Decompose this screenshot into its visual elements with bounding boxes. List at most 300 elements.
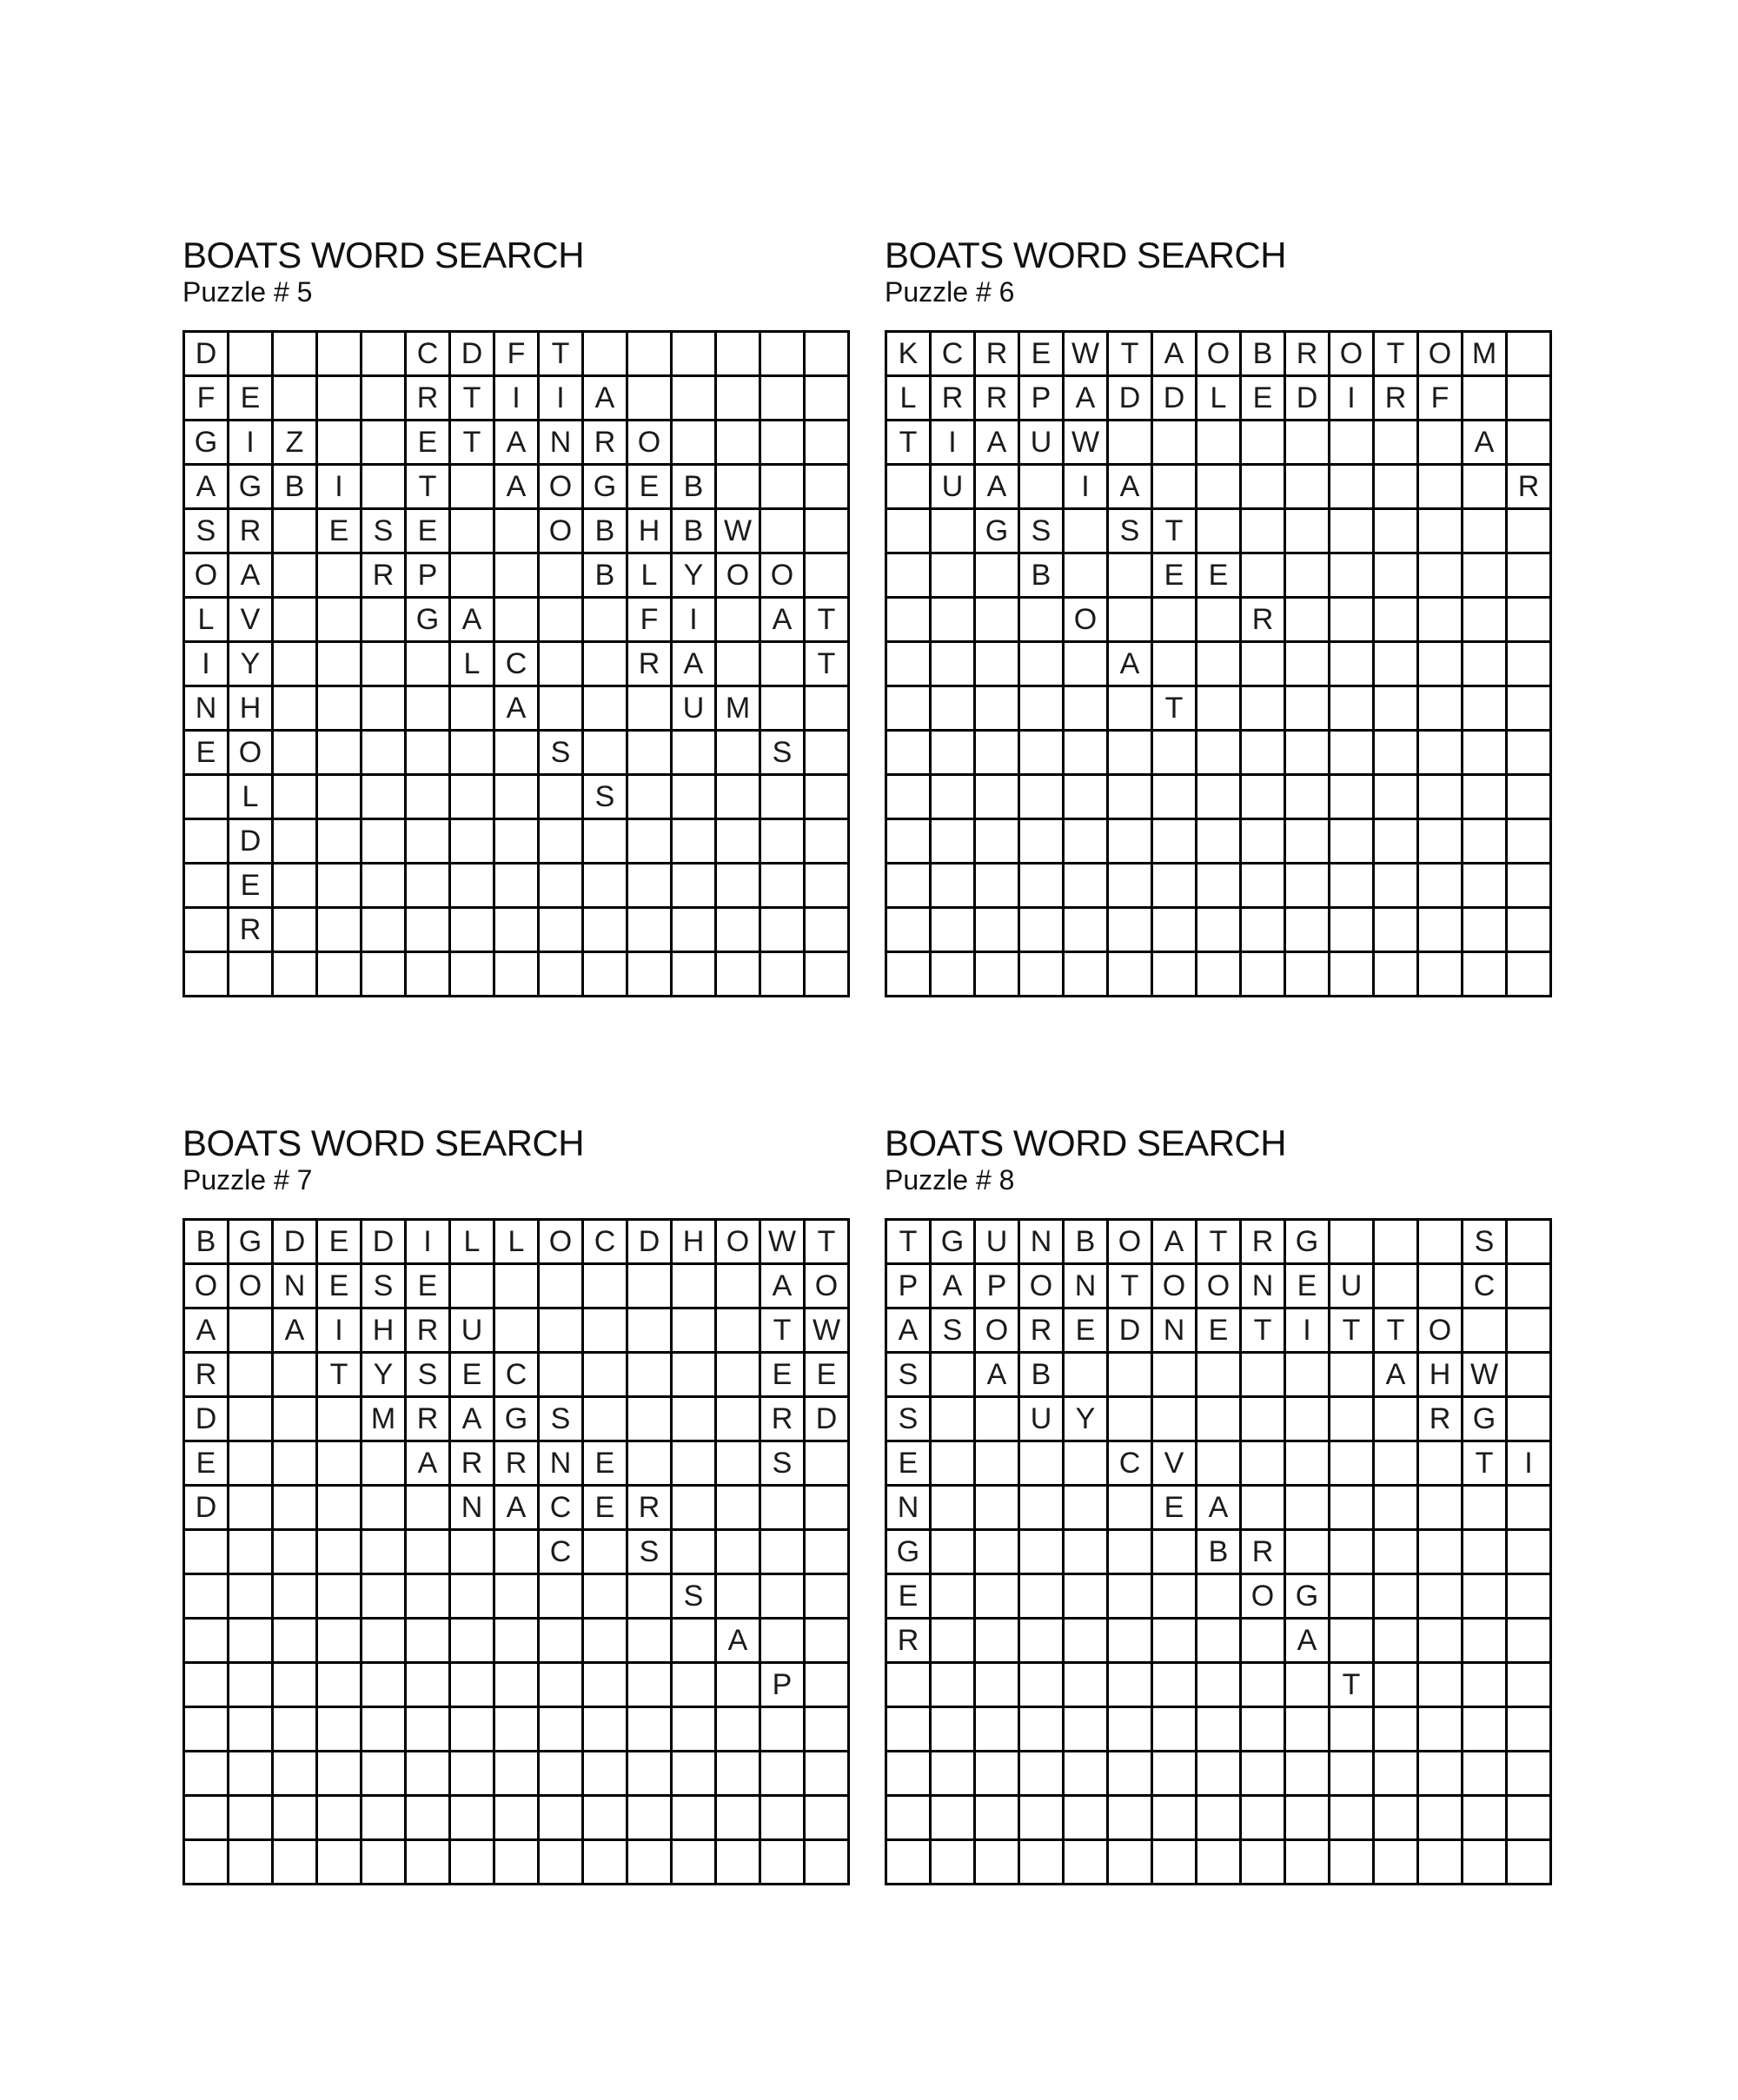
grid-cell: E bbox=[318, 510, 362, 554]
grid-cell: C bbox=[932, 333, 976, 377]
grid-cell: G bbox=[185, 421, 229, 466]
grid-cell bbox=[1330, 1398, 1375, 1442]
grid-cell bbox=[628, 820, 673, 865]
grid-cell bbox=[1330, 865, 1375, 909]
grid-cell bbox=[229, 1841, 274, 1885]
grid-cell bbox=[976, 1575, 1020, 1620]
grid-cell bbox=[1197, 421, 1242, 466]
grid-cell bbox=[1508, 909, 1552, 953]
grid-cell bbox=[1197, 1752, 1242, 1797]
grid-cell bbox=[717, 1531, 761, 1575]
letter-grid bbox=[182, 330, 850, 997]
grid-cell bbox=[761, 421, 806, 466]
puzzle-block bbox=[885, 235, 1540, 725]
grid-cell bbox=[1330, 1620, 1375, 1664]
grid-cell bbox=[1242, 1708, 1286, 1752]
grid-cell bbox=[1419, 732, 1463, 776]
grid-cell: A bbox=[976, 466, 1020, 510]
grid-cell: C bbox=[1463, 1265, 1508, 1309]
grid-cell bbox=[229, 1354, 274, 1398]
grid-cell: B bbox=[584, 510, 628, 554]
grid-cell bbox=[274, 1354, 318, 1398]
grid-cell bbox=[761, 1531, 806, 1575]
puzzle-block bbox=[182, 1123, 841, 1701]
grid-cell bbox=[932, 732, 976, 776]
grid-cell bbox=[274, 1398, 318, 1442]
grid-cell bbox=[495, 953, 540, 997]
grid-cell: I bbox=[495, 377, 540, 421]
grid-cell bbox=[1375, 554, 1419, 599]
puzzle-number: Puzzle # 5 bbox=[182, 276, 313, 308]
grid-cell bbox=[761, 1487, 806, 1531]
grid-cell bbox=[1508, 599, 1552, 643]
grid-cell bbox=[318, 776, 362, 820]
grid-cell bbox=[717, 820, 761, 865]
grid-cell bbox=[1463, 1487, 1508, 1531]
grid-cell bbox=[673, 1752, 717, 1797]
grid-cell bbox=[1109, 1752, 1153, 1797]
grid-cell bbox=[1419, 687, 1463, 732]
grid-cell bbox=[1065, 776, 1109, 820]
grid-cell bbox=[1197, 865, 1242, 909]
grid-cell: Y bbox=[673, 554, 717, 599]
grid-cell: G bbox=[1286, 1221, 1330, 1265]
grid-cell bbox=[540, 1797, 584, 1841]
grid-cell: S bbox=[362, 510, 407, 554]
grid-cell bbox=[1375, 421, 1419, 466]
grid-cell: E bbox=[229, 377, 274, 421]
grid-cell bbox=[628, 1752, 673, 1797]
grid-cell: P bbox=[1020, 377, 1065, 421]
grid-cell bbox=[1065, 1797, 1109, 1841]
grid-cell bbox=[673, 1442, 717, 1487]
grid-cell: E bbox=[185, 1442, 229, 1487]
grid-cell bbox=[274, 643, 318, 687]
grid-cell bbox=[229, 333, 274, 377]
grid-cell bbox=[673, 1487, 717, 1531]
grid-cell bbox=[1286, 687, 1330, 732]
grid-cell: I bbox=[407, 1221, 451, 1265]
grid-cell bbox=[1153, 466, 1197, 510]
grid-cell bbox=[1330, 687, 1375, 732]
grid-cell bbox=[717, 909, 761, 953]
grid-cell bbox=[495, 909, 540, 953]
grid-cell bbox=[1109, 1531, 1153, 1575]
grid-cell: E bbox=[1153, 554, 1197, 599]
grid-cell bbox=[407, 909, 451, 953]
grid-cell: R bbox=[185, 1354, 229, 1398]
grid-cell: C bbox=[495, 1354, 540, 1398]
grid-cell bbox=[717, 1841, 761, 1885]
grid-cell bbox=[1109, 953, 1153, 997]
grid-cell bbox=[932, 687, 976, 732]
grid-cell: B bbox=[1020, 554, 1065, 599]
grid-cell bbox=[1109, 1708, 1153, 1752]
grid-cell: N bbox=[540, 421, 584, 466]
grid-cell: A bbox=[932, 1265, 976, 1309]
grid-cell: S bbox=[932, 1309, 976, 1354]
grid-cell bbox=[976, 732, 1020, 776]
grid-cell bbox=[318, 554, 362, 599]
grid-cell bbox=[274, 1797, 318, 1841]
grid-cell: O bbox=[1419, 333, 1463, 377]
grid-cell bbox=[717, 865, 761, 909]
grid-cell: D bbox=[628, 1221, 673, 1265]
grid-cell bbox=[1286, 466, 1330, 510]
grid-cell: A bbox=[1109, 466, 1153, 510]
grid-cell bbox=[932, 599, 976, 643]
grid-cell bbox=[1419, 1664, 1463, 1708]
grid-cell bbox=[1330, 1354, 1375, 1398]
grid-cell bbox=[584, 909, 628, 953]
grid-cell bbox=[1463, 466, 1508, 510]
grid-cell bbox=[495, 820, 540, 865]
grid-cell bbox=[274, 1752, 318, 1797]
grid-cell bbox=[495, 1664, 540, 1708]
grid-cell: C bbox=[407, 333, 451, 377]
grid-cell bbox=[1463, 1575, 1508, 1620]
grid-cell bbox=[1330, 643, 1375, 687]
grid-cell: O bbox=[761, 554, 806, 599]
grid-cell bbox=[1419, 1708, 1463, 1752]
grid-cell: N bbox=[540, 1442, 584, 1487]
grid-cell bbox=[1419, 1575, 1463, 1620]
grid-cell bbox=[1197, 909, 1242, 953]
grid-cell bbox=[887, 865, 932, 909]
grid-cell bbox=[1375, 510, 1419, 554]
grid-cell bbox=[1419, 1620, 1463, 1664]
grid-cell: I bbox=[673, 599, 717, 643]
grid-cell bbox=[932, 1620, 976, 1664]
grid-cell: V bbox=[1153, 1442, 1197, 1487]
grid-cell bbox=[717, 1487, 761, 1531]
grid-cell: W bbox=[1065, 333, 1109, 377]
grid-cell: A bbox=[229, 554, 274, 599]
grid-cell bbox=[584, 865, 628, 909]
grid-cell bbox=[1508, 1575, 1552, 1620]
grid-cell bbox=[673, 820, 717, 865]
grid-cell bbox=[806, 1487, 850, 1531]
grid-cell bbox=[1375, 776, 1419, 820]
grid-cell bbox=[673, 1398, 717, 1442]
grid-cell: T bbox=[1375, 1309, 1419, 1354]
grid-cell bbox=[495, 1752, 540, 1797]
grid-cell: A bbox=[976, 421, 1020, 466]
grid-cell bbox=[1020, 732, 1065, 776]
grid-cell bbox=[407, 1841, 451, 1885]
grid-cell bbox=[318, 599, 362, 643]
grid-cell: S bbox=[761, 1442, 806, 1487]
grid-cell bbox=[1197, 1797, 1242, 1841]
grid-cell bbox=[584, 333, 628, 377]
grid-cell: M bbox=[1463, 333, 1508, 377]
grid-cell: N bbox=[274, 1265, 318, 1309]
grid-cell bbox=[806, 1442, 850, 1487]
grid-cell bbox=[1109, 1620, 1153, 1664]
grid-cell bbox=[1419, 776, 1463, 820]
grid-cell: E bbox=[628, 466, 673, 510]
grid-cell bbox=[1242, 466, 1286, 510]
grid-cell bbox=[806, 510, 850, 554]
grid-cell: G bbox=[229, 466, 274, 510]
grid-cell bbox=[451, 466, 495, 510]
grid-cell: N bbox=[1065, 1265, 1109, 1309]
grid-cell bbox=[1197, 820, 1242, 865]
grid-cell bbox=[1375, 1531, 1419, 1575]
grid-cell bbox=[451, 909, 495, 953]
grid-cell bbox=[932, 1575, 976, 1620]
grid-cell bbox=[318, 1398, 362, 1442]
grid-cell: L bbox=[229, 776, 274, 820]
grid-cell bbox=[887, 1841, 932, 1885]
grid-cell bbox=[318, 953, 362, 997]
grid-cell bbox=[495, 776, 540, 820]
grid-cell: R bbox=[1242, 599, 1286, 643]
grid-cell: R bbox=[628, 643, 673, 687]
grid-cell bbox=[673, 421, 717, 466]
grid-cell: G bbox=[584, 466, 628, 510]
grid-cell: W bbox=[1065, 421, 1109, 466]
grid-cell: Y bbox=[362, 1354, 407, 1398]
grid-cell bbox=[229, 1575, 274, 1620]
grid-cell bbox=[628, 1354, 673, 1398]
grid-cell bbox=[540, 687, 584, 732]
grid-cell bbox=[1153, 1398, 1197, 1442]
grid-cell bbox=[932, 1398, 976, 1442]
grid-cell: C bbox=[540, 1487, 584, 1531]
grid-cell bbox=[887, 554, 932, 599]
grid-cell: E bbox=[407, 421, 451, 466]
grid-cell bbox=[274, 953, 318, 997]
grid-cell bbox=[976, 776, 1020, 820]
grid-cell bbox=[185, 1620, 229, 1664]
grid-cell: D bbox=[1109, 377, 1153, 421]
grid-cell bbox=[806, 333, 850, 377]
grid-cell bbox=[1020, 1620, 1065, 1664]
grid-cell: S bbox=[1463, 1221, 1508, 1265]
grid-cell: E bbox=[318, 1265, 362, 1309]
grid-cell bbox=[229, 1309, 274, 1354]
grid-cell bbox=[540, 1575, 584, 1620]
grid-cell bbox=[451, 865, 495, 909]
grid-cell bbox=[976, 1620, 1020, 1664]
grid-cell: A bbox=[1153, 1221, 1197, 1265]
grid-cell: E bbox=[407, 1265, 451, 1309]
grid-cell: I bbox=[185, 643, 229, 687]
grid-cell bbox=[673, 1265, 717, 1309]
grid-cell: O bbox=[185, 554, 229, 599]
grid-cell bbox=[229, 1752, 274, 1797]
grid-cell: I bbox=[1508, 1442, 1552, 1487]
grid-cell: A bbox=[495, 687, 540, 732]
grid-cell bbox=[1463, 643, 1508, 687]
grid-cell: R bbox=[407, 377, 451, 421]
grid-cell: T bbox=[887, 1221, 932, 1265]
grid-cell: R bbox=[229, 909, 274, 953]
grid-cell: R bbox=[932, 377, 976, 421]
grid-cell: E bbox=[584, 1487, 628, 1531]
grid-cell bbox=[274, 377, 318, 421]
grid-cell bbox=[362, 1797, 407, 1841]
grid-cell: S bbox=[540, 1398, 584, 1442]
grid-cell bbox=[1065, 865, 1109, 909]
grid-cell bbox=[806, 377, 850, 421]
grid-cell bbox=[932, 1797, 976, 1841]
grid-cell bbox=[1286, 599, 1330, 643]
grid-cell bbox=[1153, 1575, 1197, 1620]
grid-cell bbox=[1508, 1398, 1552, 1442]
grid-cell bbox=[1153, 953, 1197, 997]
grid-cell bbox=[318, 643, 362, 687]
grid-cell: O bbox=[540, 1221, 584, 1265]
grid-cell bbox=[1020, 1841, 1065, 1885]
grid-cell bbox=[1109, 1398, 1153, 1442]
grid-cell bbox=[1242, 1442, 1286, 1487]
letter-grid bbox=[885, 330, 1552, 997]
grid-cell bbox=[1109, 909, 1153, 953]
grid-cell bbox=[1330, 510, 1375, 554]
grid-cell bbox=[1463, 554, 1508, 599]
grid-cell bbox=[1020, 1708, 1065, 1752]
grid-cell bbox=[717, 1708, 761, 1752]
grid-cell bbox=[274, 333, 318, 377]
grid-cell bbox=[628, 377, 673, 421]
grid-cell bbox=[932, 1708, 976, 1752]
grid-cell bbox=[628, 909, 673, 953]
grid-cell bbox=[451, 1620, 495, 1664]
grid-cell: V bbox=[229, 599, 274, 643]
grid-cell: E bbox=[761, 1354, 806, 1398]
grid-cell bbox=[761, 1752, 806, 1797]
grid-cell: U bbox=[1020, 421, 1065, 466]
grid-cell bbox=[1065, 510, 1109, 554]
grid-cell bbox=[229, 953, 274, 997]
grid-cell: O bbox=[976, 1309, 1020, 1354]
grid-cell bbox=[229, 1531, 274, 1575]
grid-cell: U bbox=[673, 687, 717, 732]
grid-cell bbox=[1330, 1531, 1375, 1575]
grid-cell: F bbox=[185, 377, 229, 421]
grid-cell bbox=[1153, 1841, 1197, 1885]
grid-cell: E bbox=[1153, 1487, 1197, 1531]
grid-cell bbox=[362, 466, 407, 510]
grid-cell bbox=[407, 1708, 451, 1752]
grid-cell bbox=[887, 1708, 932, 1752]
grid-cell bbox=[1330, 421, 1375, 466]
grid-cell: U bbox=[451, 1309, 495, 1354]
grid-cell: I bbox=[1330, 377, 1375, 421]
grid-cell bbox=[362, 599, 407, 643]
grid-cell bbox=[717, 1398, 761, 1442]
grid-cell bbox=[1330, 1797, 1375, 1841]
grid-cell: B bbox=[584, 554, 628, 599]
grid-cell: L bbox=[185, 599, 229, 643]
grid-cell bbox=[451, 1797, 495, 1841]
grid-cell bbox=[1153, 1664, 1197, 1708]
grid-cell bbox=[362, 1442, 407, 1487]
grid-cell bbox=[584, 1841, 628, 1885]
grid-cell bbox=[1109, 599, 1153, 643]
grid-cell bbox=[673, 953, 717, 997]
grid-cell bbox=[1197, 687, 1242, 732]
grid-cell bbox=[1375, 1265, 1419, 1309]
grid-cell bbox=[717, 377, 761, 421]
grid-cell bbox=[1286, 732, 1330, 776]
grid-cell bbox=[1375, 953, 1419, 997]
puzzle-title: BOATS WORD SEARCH bbox=[182, 235, 585, 275]
grid-cell bbox=[1020, 953, 1065, 997]
grid-cell bbox=[362, 1575, 407, 1620]
grid-cell bbox=[1463, 1620, 1508, 1664]
grid-cell bbox=[1020, 1752, 1065, 1797]
grid-cell bbox=[1419, 909, 1463, 953]
grid-cell bbox=[362, 333, 407, 377]
grid-cell bbox=[932, 820, 976, 865]
grid-cell bbox=[1330, 1487, 1375, 1531]
grid-cell bbox=[1508, 1708, 1552, 1752]
grid-cell bbox=[1109, 1797, 1153, 1841]
grid-cell: E bbox=[185, 732, 229, 776]
grid-cell: R bbox=[628, 1487, 673, 1531]
grid-cell bbox=[318, 1752, 362, 1797]
grid-cell bbox=[185, 1797, 229, 1841]
grid-cell bbox=[1242, 1354, 1286, 1398]
grid-cell: T bbox=[1109, 1265, 1153, 1309]
grid-cell bbox=[717, 732, 761, 776]
grid-cell bbox=[185, 1752, 229, 1797]
grid-cell bbox=[407, 776, 451, 820]
grid-cell: E bbox=[1242, 377, 1286, 421]
grid-cell bbox=[1020, 1531, 1065, 1575]
grid-cell: E bbox=[1286, 1265, 1330, 1309]
grid-cell bbox=[185, 953, 229, 997]
grid-cell bbox=[1109, 1841, 1153, 1885]
grid-cell bbox=[1419, 1265, 1463, 1309]
grid-cell bbox=[407, 687, 451, 732]
grid-cell: D bbox=[1109, 1309, 1153, 1354]
grid-cell bbox=[1508, 1841, 1552, 1885]
grid-cell bbox=[1330, 554, 1375, 599]
grid-cell: E bbox=[806, 1354, 850, 1398]
grid-cell bbox=[451, 953, 495, 997]
grid-cell bbox=[932, 1487, 976, 1531]
grid-cell: O bbox=[229, 1265, 274, 1309]
grid-cell bbox=[1065, 909, 1109, 953]
grid-cell bbox=[451, 510, 495, 554]
grid-cell bbox=[274, 1487, 318, 1531]
grid-cell bbox=[185, 1575, 229, 1620]
grid-cell bbox=[887, 732, 932, 776]
grid-cell bbox=[495, 1575, 540, 1620]
grid-cell bbox=[1242, 909, 1286, 953]
grid-cell bbox=[1197, 466, 1242, 510]
grid-cell bbox=[1109, 865, 1153, 909]
grid-cell bbox=[761, 953, 806, 997]
grid-cell: O bbox=[1197, 333, 1242, 377]
grid-cell: B bbox=[1065, 1221, 1109, 1265]
grid-cell bbox=[932, 510, 976, 554]
grid-cell bbox=[628, 333, 673, 377]
grid-cell bbox=[229, 1620, 274, 1664]
grid-cell bbox=[806, 1664, 850, 1708]
grid-cell bbox=[1065, 1708, 1109, 1752]
grid-cell bbox=[976, 953, 1020, 997]
grid-cell bbox=[274, 599, 318, 643]
grid-cell: T bbox=[1463, 1442, 1508, 1487]
grid-cell bbox=[185, 1531, 229, 1575]
grid-cell bbox=[1286, 421, 1330, 466]
grid-cell: E bbox=[318, 1221, 362, 1265]
